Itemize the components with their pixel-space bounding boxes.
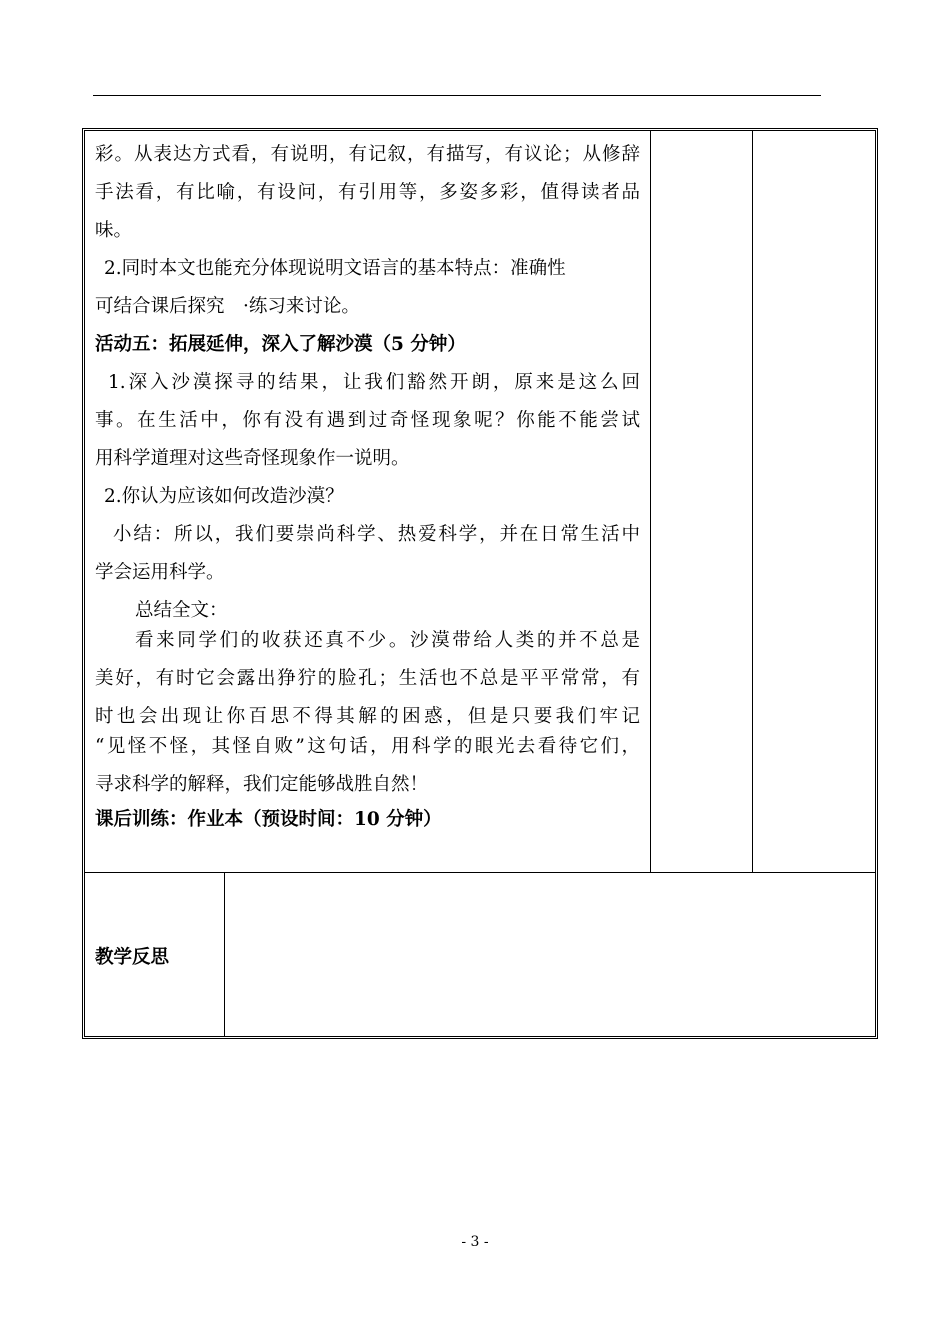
- homework-heading: 课后训练：作业本（预设时间：10 分钟）: [95, 809, 442, 830]
- page-number: - 3 -: [461, 1234, 489, 1250]
- text-line: 学会运用科学。: [95, 562, 225, 583]
- text-line: 彩。从表达方式看，有说明，有记叙，有描写，有议论；从修辞: [95, 144, 640, 165]
- activity-heading: 活动五：拓展延伸，深入了解沙漠（5 分钟）: [95, 334, 466, 355]
- header-rule: [93, 95, 821, 96]
- reflection-label: 教学反思: [95, 947, 170, 968]
- column-divider-1: [650, 130, 651, 872]
- text-line: “见怪不怪，其怪自败”这句话，用科学的眼光去看待它们，: [95, 736, 640, 757]
- text-line: 看来同学们的收获还真不少。沙漠带给人类的并不总是: [135, 630, 640, 651]
- text-line: 2.同时本文也能充分体现说明文语言的基本特点：准确性: [104, 258, 566, 279]
- text-line: 味。: [95, 220, 133, 241]
- text-line: 时也会出现让你百思不得其解的困惑，但是只要我们牢记: [95, 706, 640, 727]
- text-line: 事。在生活中，你有没有遇到过奇怪现象呢？你能不能尝试: [95, 410, 640, 431]
- text-line: 用科学道理对这些奇怪现象作一说明。: [95, 448, 410, 469]
- text-line: 1.深入沙漠探寻的结果，让我们豁然开朗，原来是这么回: [108, 372, 640, 393]
- text-line: 寻求科学的解释，我们定能够战胜自然！: [95, 774, 429, 795]
- row-divider: [84, 872, 876, 873]
- text-line: 2.你认为应该如何改造沙漠？: [104, 486, 344, 507]
- text-line: 美好，有时它会露出狰狞的脸孔；生活也不总是平平常常，有: [95, 668, 640, 689]
- text-line: 可结合课后探究 ·练习来讨论。: [95, 296, 360, 317]
- column-divider-2: [752, 130, 753, 872]
- text-line: 总结全文：: [135, 600, 228, 621]
- text-line: 小结：所以，我们要崇尚科学、热爱科学，并在日常生活中: [113, 524, 640, 545]
- reflection-label-divider: [224, 872, 225, 1037]
- text-line: 手法看，有比喻，有设问，有引用等，多姿多彩，值得读者品: [95, 182, 640, 203]
